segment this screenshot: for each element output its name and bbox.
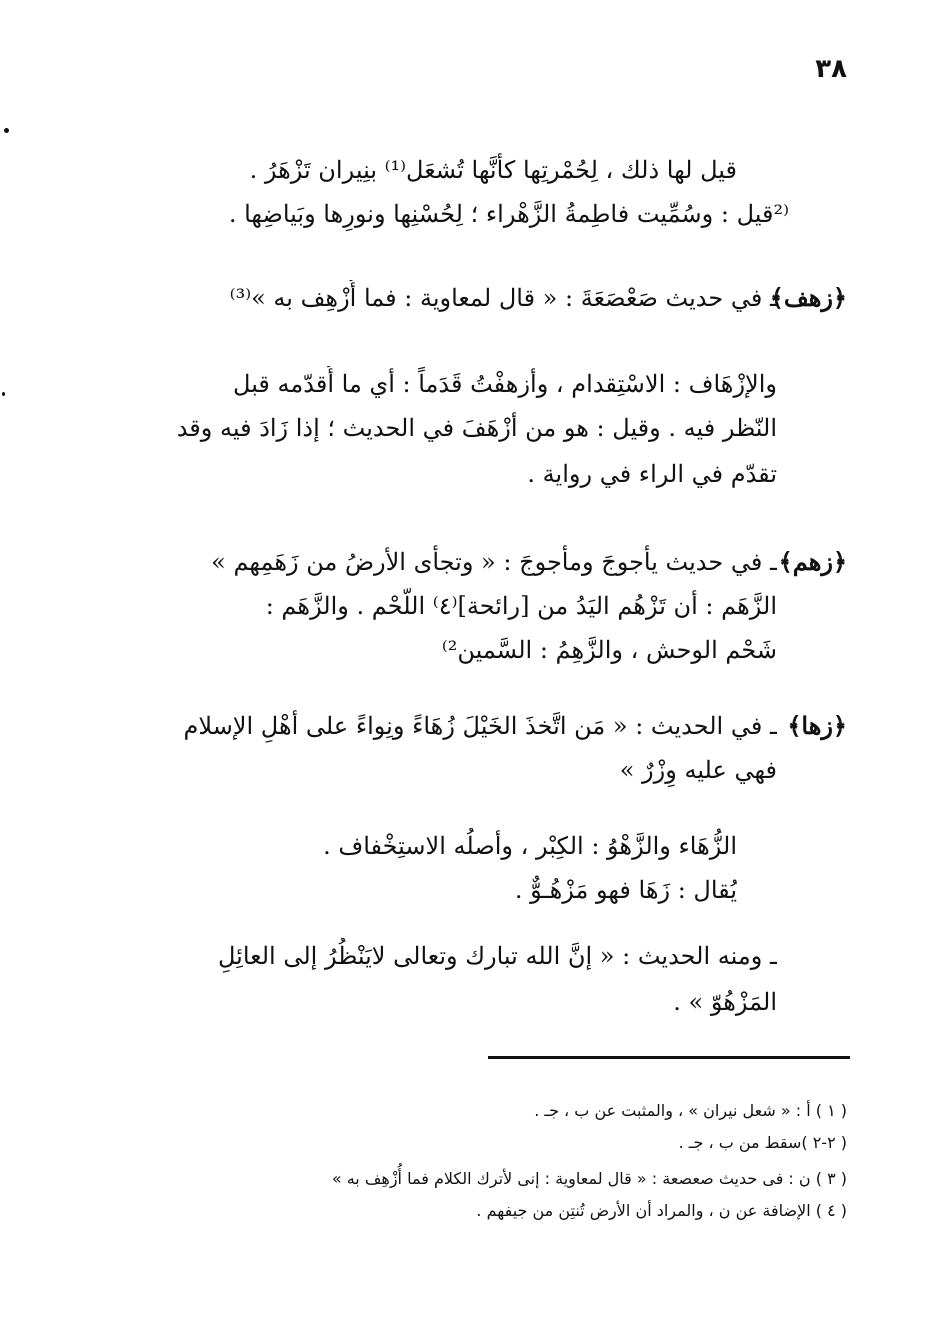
entry-headword: ﴿زها﴾ — [787, 711, 847, 740]
scan-speck — [2, 392, 5, 396]
footnote: ( ٤ ) الإضافة عن ن ، والمراد أن الأرض تُنتِن من جيفهم . — [476, 1201, 847, 1220]
text-line: قيل لها ذلك ، لِحُمْرتِها كأنَّها تُشعَل⁽¹⁾ بنِيران تَزْهَرُ . — [249, 156, 737, 184]
text-line: الزَّهَم : أن تَزْهُم اليَدُ من [رائحة]⁽٤⁾ اللّحْم . والزَّهَم : — [265, 592, 777, 620]
entry-headword: ﴿زهم﴾ — [778, 547, 847, 576]
entry-headword: ﴿زهف﴾ — [769, 283, 847, 312]
text-line: يُقال : زَهَا فهو مَزْهُـوٌّ . — [514, 876, 737, 904]
text-line: ـ في حديث صَعْصَعَةَ : « قال لمعاوية : فما أُزْهِف به »⁽³⁾ — [229, 284, 777, 312]
footnote-separator — [488, 1056, 850, 1059]
text-line: ـ في حديث يأجوجَ ومأجوجَ : « وتجأى الأرضُ من زَهَمِهم » — [211, 548, 777, 576]
text-line: ⁽²قيل : وسُمِّيت فاطِمةُ الزَّهْراء ؛ لِحُسْنِها ونورِها وبَياضِها . — [228, 200, 789, 228]
text-line: شَحْم الوحش ، والزَّهِمُ : السَّمين²⁾ — [441, 636, 777, 664]
text-line: الزُّهَاء والزَّهْوُ : الكِبْر ، وأصلُه الاستِخْفاف . — [323, 832, 737, 860]
text-line: ـ ومنه الحديث : « إنَّ الله تبارك وتعالى لايَنْظُرُ إلى العائِلِ — [217, 942, 777, 970]
text-line: النّظر فيه . وقيل : هو من أزْهَفَ في الحديث ؛ إذا زَادَ فيه وقد — [176, 414, 777, 442]
text-line: المَزْهُوّ » . — [673, 988, 777, 1016]
text-line: فهي عليه وِزْرٌ » — [619, 756, 777, 784]
footnote: ( ١ ) أ : « شعل نيران » ، والمثبت عن ب ، جـ . — [534, 1101, 847, 1120]
page-number: ٣٨ — [815, 54, 847, 84]
text-line: والإزْهَاف : الاسْتِقدام ، وأزهفْتُ قَدَماً : أي ما أُقدّمه قبل — [233, 370, 777, 398]
text-line: ـ في الحديث : « مَن اتَّخذَ الخَيْلَ زُهَاءً ونِواءً على أهْلِ الإسلام — [183, 712, 777, 740]
text-line: تقدّم في الراء في رواية . — [527, 460, 777, 488]
footnote: ( ٣ ) ن : فى حديث صعصعة : « قال لمعاوية : إنى لأترك الكلام فما أُزْهِف به » — [331, 1169, 847, 1188]
footnote: ( ٢-٢ )سقط من ب ، جـ . — [678, 1133, 847, 1152]
scan-speck — [4, 128, 9, 133]
